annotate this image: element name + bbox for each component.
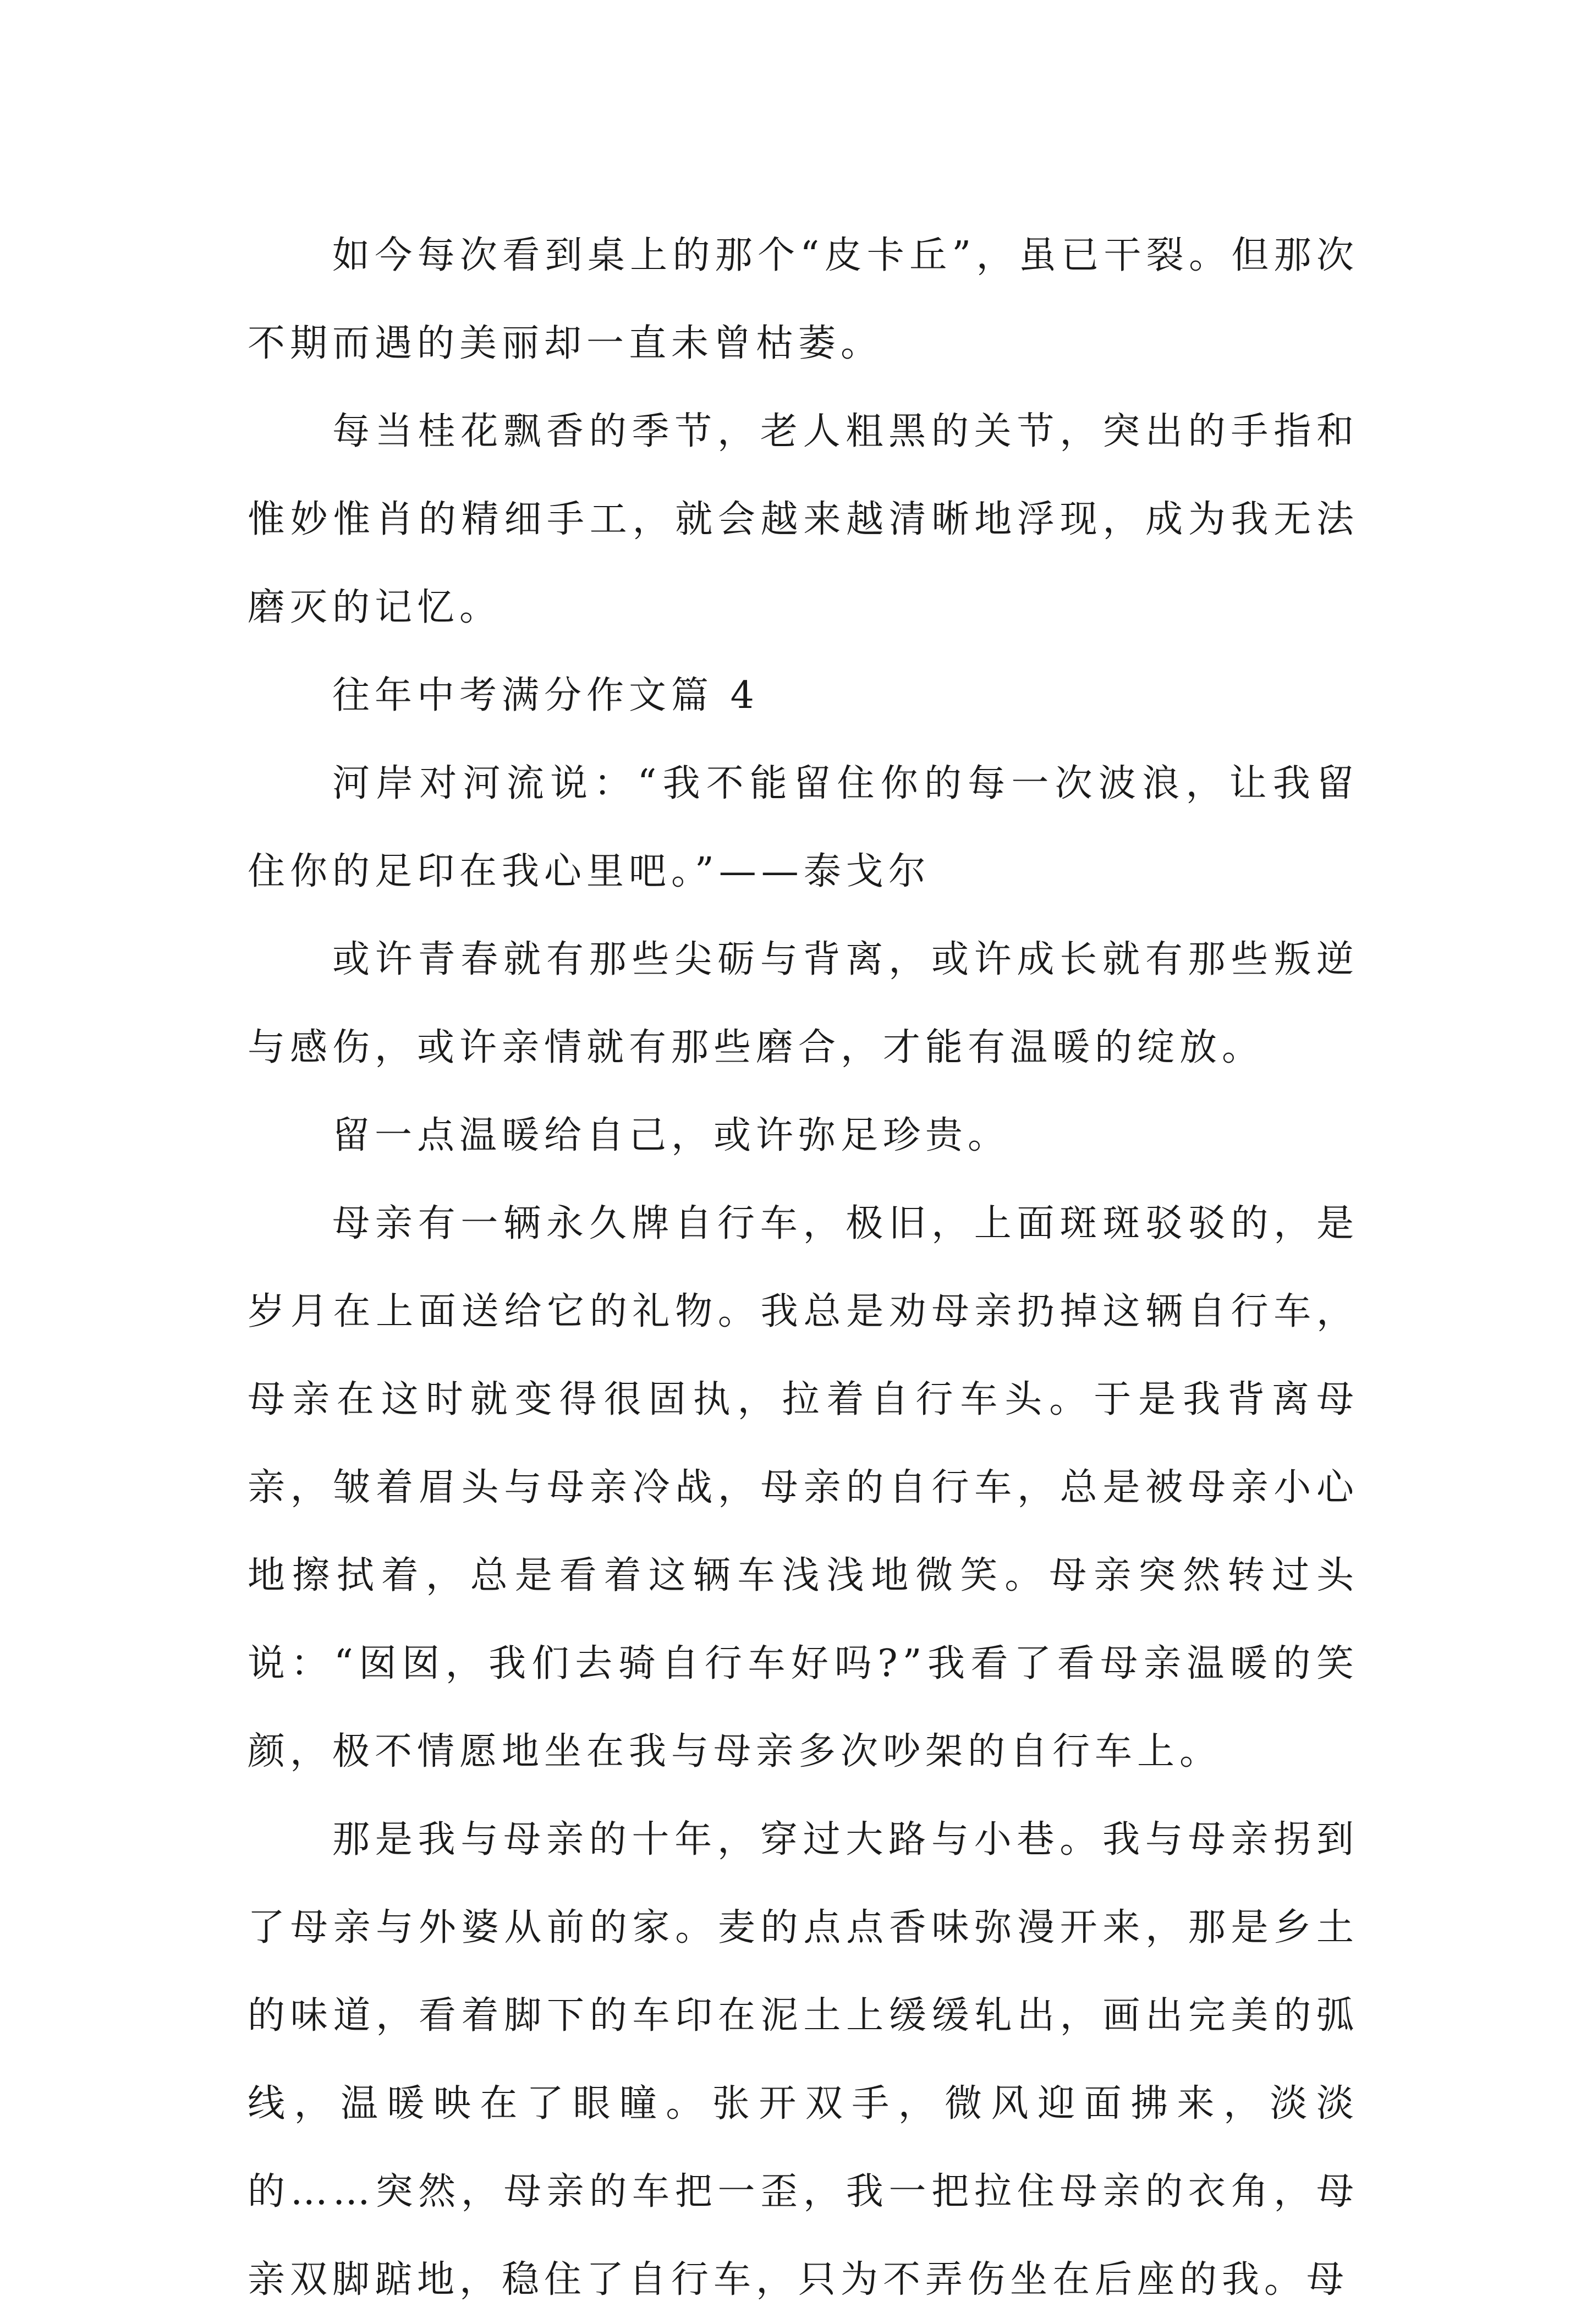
paragraph-quote: 河岸对河流说：“我不能留住你的每一次波浪，让我留住你的足印在我心里吧。”——泰戈尔 bbox=[248, 762, 1359, 893]
paragraph-4: 或许青春就有那些尖砺与背离，或许成长就有那些叛逆与感伤，或许亲情就有那些磨合，才能有温暖的绽放。 bbox=[248, 938, 1359, 1069]
paragraph-6: 母亲有一辆永久牌自行车，极旧，上面斑斑驳驳的，是岁月在上面送给它的礼物。我总是劝母亲扔掉这辆自行车，母亲在这时就变得很固执，拉着自行车头。于是我背离母亲，皱着眉头与母亲冷战，母亲的自行车，总是被母亲小心地擦拭着，总是看着这辆车浅浅地微笑。母亲突然转过头说：“囡囡，我们去骑自行车好吗?”我看了看母亲温暖的笑颜，极不情愿地坐在我与母亲多次吵架的自行车上。 bbox=[248, 1202, 1359, 1773]
paragraph-2: 每当桂花飘香的季节，老人粗黑的关节，突出的手指和惟妙惟肖的精细手工，就会越来越清晰地浮现，成为我无法磨灭的记忆。 bbox=[248, 410, 1359, 629]
document-body bbox=[248, 212, 1359, 2324]
section-heading: 往年中考满分作文篇 4 bbox=[332, 674, 759, 717]
paragraph-7: 那是我与母亲的十年，穿过大路与小巷。我与母亲拐到了母亲与外婆从前的家。麦的点点香味弥漫开来，那是乡土的味道，看着脚下的车印在泥土上缓缓轧出，画出完美的弧线，温暖映在了眼瞳。张开双手，微风迎面拂来，淡淡的……突然，母亲的车把一歪，我一把拉住母亲的衣角，母亲双脚踮地，稳住了自行车，只为不弄伤坐在后座的我。母 bbox=[248, 1818, 1359, 2301]
paragraph-1: 如今每次看到桌上的那个“皮卡丘”，虽已干裂。但那次不期而遇的美丽却一直未曾枯萎。 bbox=[248, 234, 1359, 365]
paragraph-5: 留一点温暖给自己，或许弥足珍贵。 bbox=[332, 1114, 1011, 1157]
